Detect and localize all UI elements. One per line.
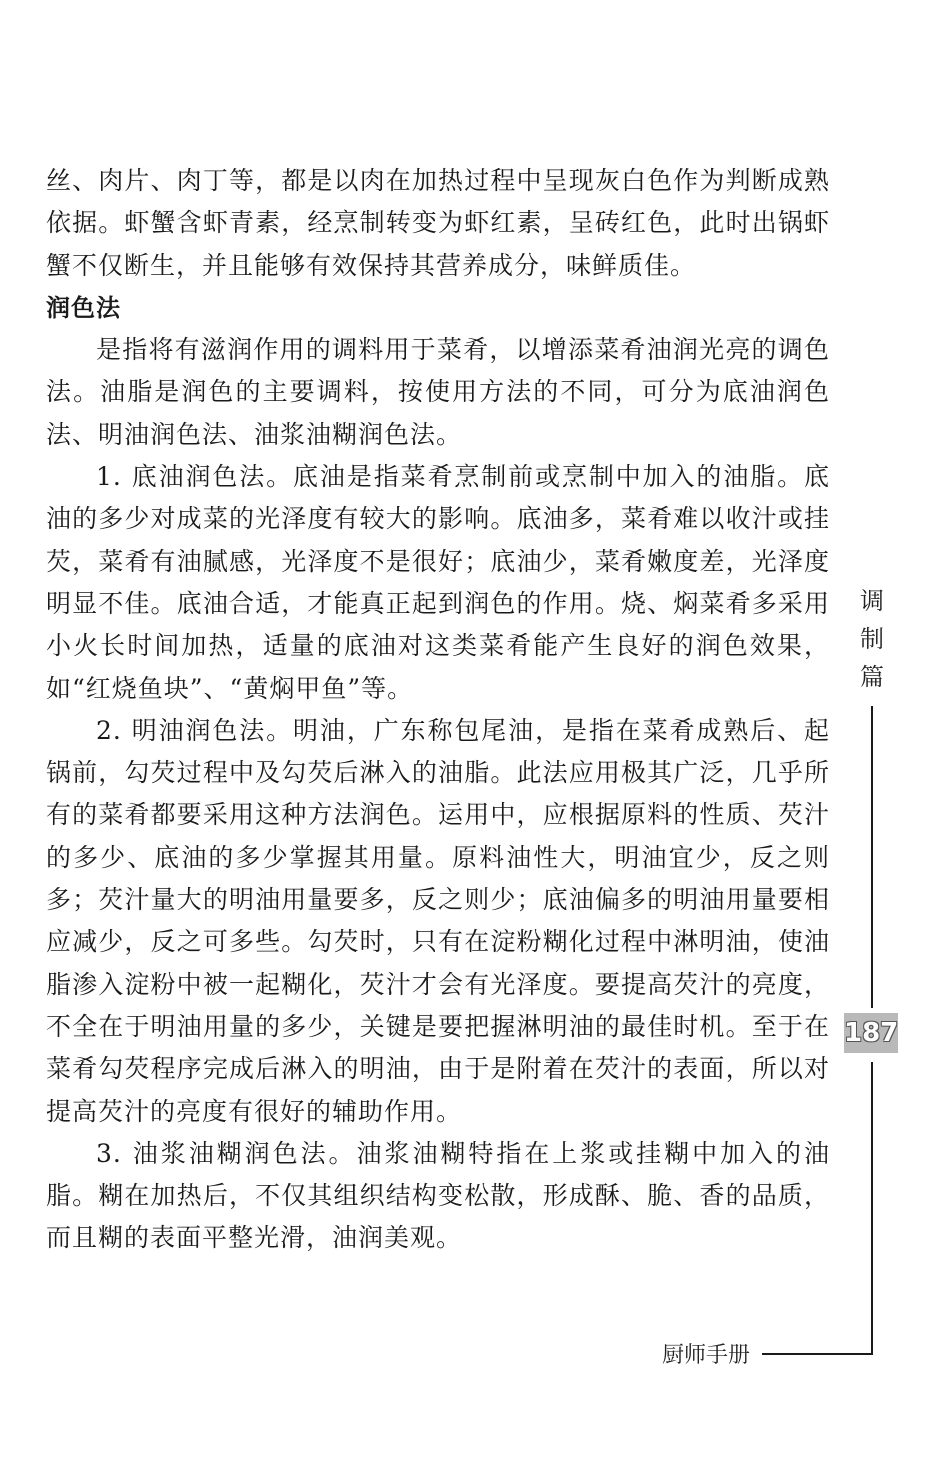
footer-rule [762,1353,873,1355]
paragraph-item-2: 2. 明油润色法。明油，广东称包尾油，是指在菜肴成熟后、起锅前，勾芡过程中及勾芡后淋入的油脂。此法应用极其广泛，几乎所有的菜肴都要采用这种方法润色。运用中，应根据原料的性质、芡汁的多少、底油的多少掌握其用量。原料油性大，明油宜少，反之则多；芡汁量大的明油用量要多，反之则少；底油偏多的明油用量要相应减少，反之可多些。勾芡时，只有在淀粉糊化过程中淋明油，使油脂渗入淀粉中被一起糊化，芡汁才会有光泽度。要提高芡汁的亮度，不全在于明油用量的多少，关键是要把握淋明油的最佳时机。至于在菜肴勾芡程序完成后淋入的明油，由于是附着在芡汁的表面，所以对提高芡汁的亮度有很好的辅助作用。 [46,715,830,1126]
chapter-char-3: 篇 [860,663,884,691]
chapter-char-2: 制 [860,625,884,653]
chapter-char-1: 调 [860,587,884,615]
body-text [46,160,830,1260]
section-heading: 润色法 [46,293,121,322]
page-number: 187 [844,1013,898,1053]
paragraph-intro: 是指将有滋润作用的调料用于菜肴，以增添菜肴油润光亮的调色法。油脂是润色的主要调料，按使用方法的不同，可分为底油润色法、明油润色法、油浆油糊润色法。 [46,335,830,449]
paragraph-continuation: 丝、肉片、肉丁等，都是以肉在加热过程中呈现灰白色作为判断成熟依据。虾蟹含虾青素，经烹制转变为虾红素，呈砖红色，此时出锅虾蟹不仅断生，并且能够有效保持其营养成分，味鲜质佳。 [46,166,830,280]
footer-book-title: 厨师手册 [662,1343,751,1368]
side-rule-lower [871,1062,873,1355]
paragraph-item-3: 3. 油浆油糊润色法。油浆油糊特指在上浆或挂糊中加入的油脂。糊在加热后，不仅其组织结构变松散，形成酥、脆、香的品质，而且糊的表面平整光滑，油润美观。 [46,1138,830,1253]
chapter-tab [858,582,886,696]
paragraph-item-1: 1. 底油润色法。底油是指菜肴烹制前或烹制中加入的油脂。底油的多少对成菜的光泽度有较大的影响。底油多，菜肴难以收汁或挂芡，菜肴有油腻感，光泽度不是很好；底油少，菜肴嫩度差，光泽度明显不佳。底油合适，才能真正起到润色的作用。烧、焖菜肴多采用小火长时间加热，适量的底油对这类菜肴能产生良好的润色效果，如“红烧鱼块”、“黄焖甲鱼”等。 [46,462,830,703]
side-rule-upper [871,706,873,1008]
